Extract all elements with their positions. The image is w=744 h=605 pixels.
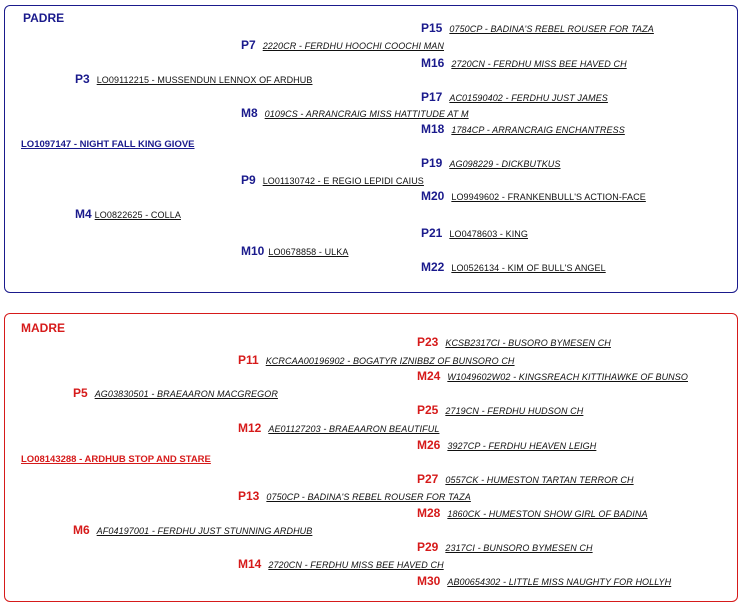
pedigree-entry-m28 <box>417 505 648 522</box>
entry-code: M16 <box>421 56 445 70</box>
entry-code: M20 <box>421 189 445 203</box>
entry-link[interactable]: 2720CN - FERDHU MISS BEE HAVED CH <box>268 560 444 570</box>
pedigree-entry-p17 <box>421 89 608 106</box>
entry-link[interactable]: 0557CK - HUMESTON TARTAN TERROR CH <box>445 475 634 485</box>
entry-code: P5 <box>73 386 88 400</box>
entry-link[interactable]: AG03830501 - BRAEAARON MACGREGOR <box>94 389 278 399</box>
entry-link[interactable]: LO09112215 - MUSSENDUN LENNOX OF ARDHUB <box>96 75 313 85</box>
entry-link[interactable]: 2720CN - FERDHU MISS BEE HAVED CH <box>451 59 627 69</box>
entry-link[interactable]: 2220CR - FERDHU HOOCHI COOCHI MAN <box>262 41 445 51</box>
entry-link[interactable]: LO0478603 - KING <box>449 229 529 239</box>
entry-code: M6 <box>73 523 90 537</box>
entry-link[interactable]: 1860CK - HUMESTON SHOW GIRL OF BADINA <box>447 509 648 519</box>
entry-link[interactable]: 0109CS - ARRANCRAIG MISS HATTITUDE AT M <box>264 109 469 119</box>
entry-link[interactable]: KCSB2317CI - BUSORO BYMESEN CH <box>445 338 611 348</box>
entry-code: M8 <box>241 106 258 120</box>
entry-code: P9 <box>241 173 256 187</box>
entry-code: M22 <box>421 260 445 274</box>
pedigree-entry-p21 <box>421 225 528 242</box>
entry-link[interactable]: 3927CP - FERDHU HEAVEN LEIGH <box>447 441 597 451</box>
entry-link[interactable]: AB00654302 - LITTLE MISS NAUGHTY FOR HOLLYH <box>447 577 672 587</box>
padre-root-link[interactable]: LO1097147 - NIGHT FALL KING GIOVE <box>21 139 195 150</box>
pedigree-entry-p15 <box>421 20 654 37</box>
padre-panel <box>4 5 738 293</box>
entry-code: P25 <box>417 403 439 417</box>
pedigree-entry-p13 <box>238 488 471 505</box>
pedigree-entry-p9 <box>241 172 424 189</box>
pedigree-entry-m30 <box>417 573 671 590</box>
entry-code: P7 <box>241 38 256 52</box>
entry-code: M24 <box>417 369 441 383</box>
pedigree-entry-p29 <box>417 539 593 556</box>
entry-code: M12 <box>238 421 262 435</box>
entry-code: M10 <box>241 244 265 258</box>
entry-code: M28 <box>417 506 441 520</box>
entry-code: P29 <box>417 540 439 554</box>
pedigree-entry-p5 <box>73 385 278 402</box>
madre-title: MADRE <box>21 321 65 335</box>
entry-link[interactable]: 1784CP - ARRANCRAIG ENCHANTRESS <box>451 125 625 135</box>
pedigree-entry-m14 <box>238 556 444 573</box>
pedigree-entry-m4 <box>75 206 181 223</box>
entry-link[interactable]: AC01590402 - FERDHU JUST JAMES <box>449 93 608 103</box>
pedigree-entry-m20 <box>421 188 646 205</box>
pedigree-entry-m26 <box>417 437 596 454</box>
pedigree-entry-m8 <box>241 105 469 122</box>
entry-link[interactable]: 0750CP - BADINA'S REBEL ROUSER FOR TAZA <box>266 492 471 502</box>
pedigree-entry-p7 <box>241 37 444 54</box>
entry-code: P19 <box>421 156 443 170</box>
pedigree-entry-p25 <box>417 402 583 419</box>
entry-code: P23 <box>417 335 439 349</box>
pedigree-entry-m22 <box>421 259 606 276</box>
pedigree-entry-m18 <box>421 121 625 138</box>
entry-link[interactable]: KCRCAA00196902 - BOGATYR IZNIBBZ OF BUNSORO CH <box>265 356 515 366</box>
entry-link[interactable]: LO0822625 - COLLA <box>94 210 181 220</box>
entry-code: M14 <box>238 557 262 571</box>
entry-link[interactable]: W1049602W02 - KINGSREACH KITTIHAWKE OF BUNSO <box>447 372 688 382</box>
entry-code: P17 <box>421 90 443 104</box>
entry-link[interactable]: 0750CP - BADINA'S REBEL ROUSER FOR TAZA <box>449 24 654 34</box>
entry-link[interactable]: AF04197001 - FERDHU JUST STUNNING ARDHUB <box>96 526 313 536</box>
pedigree-entry-p19 <box>421 155 561 172</box>
pedigree-entry-m10 <box>241 243 349 260</box>
entry-code: P21 <box>421 226 443 240</box>
entry-link[interactable]: 2719CN - FERDHU HUDSON CH <box>445 406 584 416</box>
pedigree-entry-p3 <box>75 71 313 88</box>
pedigree-entry-m16 <box>421 55 627 72</box>
entry-code: P27 <box>417 472 439 486</box>
entry-link[interactable]: AE01127203 - BRAEAARON BEAUTIFUL <box>268 424 440 434</box>
entry-code: M4 <box>75 207 92 221</box>
entry-link[interactable]: 2317CI - BUNSORO BYMESEN CH <box>445 543 593 553</box>
entry-link[interactable]: LO01130742 - E REGIO LEPIDI CAIUS <box>262 176 424 186</box>
padre-title: PADRE <box>23 11 65 25</box>
entry-code: M30 <box>417 574 441 588</box>
entry-code: P3 <box>75 72 90 86</box>
entry-code: M26 <box>417 438 441 452</box>
madre-root-link[interactable]: LO08143288 - ARDHUB STOP AND STARE <box>21 454 211 465</box>
entry-code: P11 <box>238 353 259 367</box>
pedigree-entry-p23 <box>417 334 611 351</box>
pedigree-entry-m24 <box>417 368 688 385</box>
entry-link[interactable]: AG098229 - DICKBUTKUS <box>449 159 561 169</box>
entry-link[interactable]: LO0526134 - KIM OF BULL'S ANGEL <box>451 263 606 273</box>
entry-code: P13 <box>238 489 260 503</box>
pedigree-entry-m12 <box>238 420 439 437</box>
entry-link[interactable]: LO0678858 - ULKA <box>268 247 349 257</box>
entry-code: P15 <box>421 21 443 35</box>
entry-code: M18 <box>421 122 445 136</box>
pedigree-entry-p11 <box>238 352 515 369</box>
entry-link[interactable]: LO9949602 - FRANKENBULL'S ACTION-FACE <box>451 192 646 202</box>
pedigree-entry-m6 <box>73 522 312 539</box>
pedigree-entry-p27 <box>417 471 634 488</box>
madre-panel <box>4 313 738 602</box>
